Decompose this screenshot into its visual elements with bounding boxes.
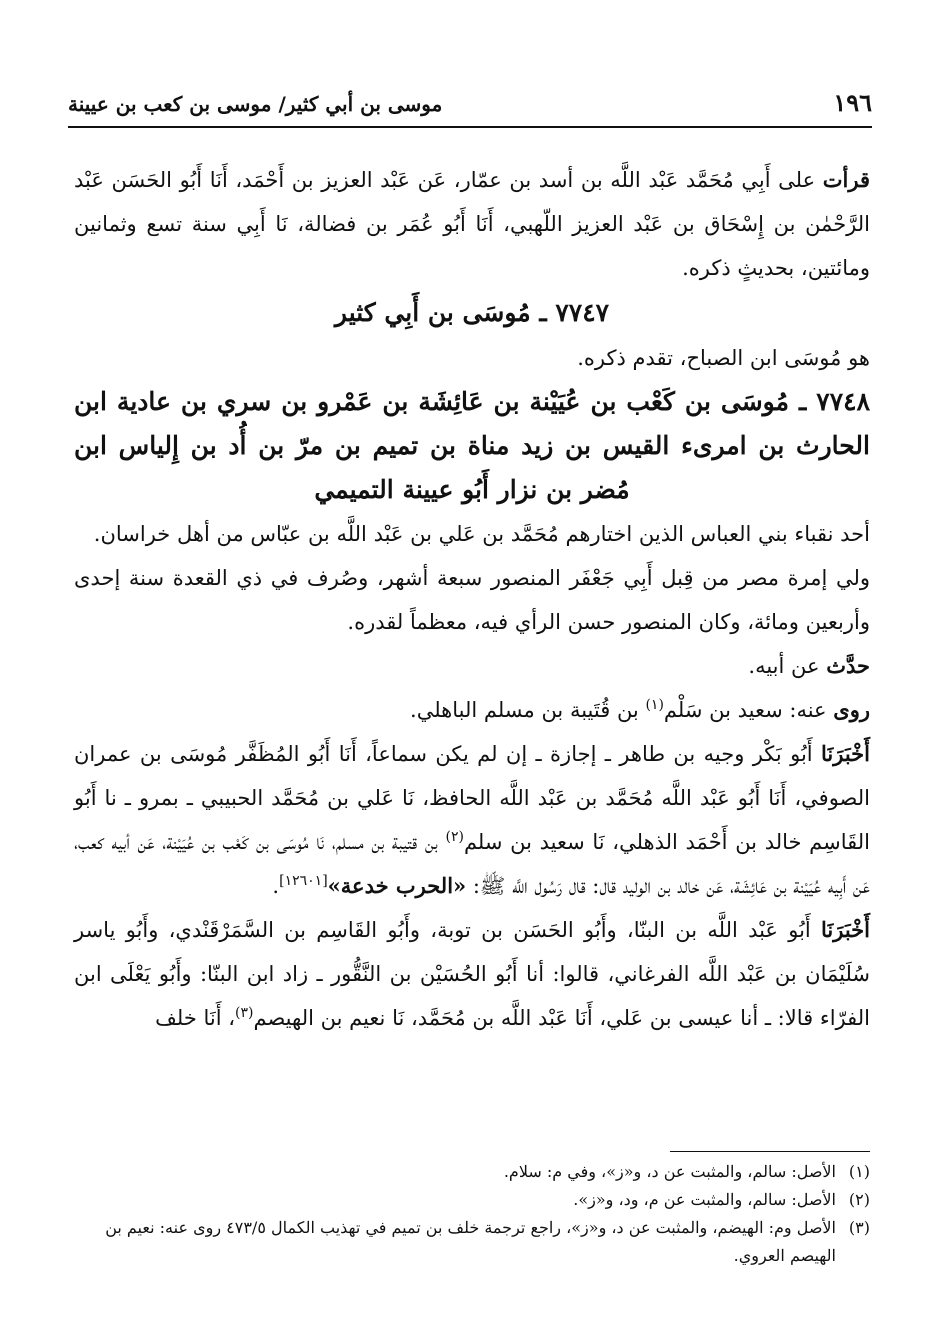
footnote-ref-2[interactable]: (٢) <box>445 829 464 845</box>
footnote-text: الأصل: سالم، والمثبت عن د، و«ز»، وفي م: سلام. <box>503 1162 836 1181</box>
paragraph-text: أَبُو بَكْر وجيه بن طاهر ـ إجازة ـ إن لم يكن سماعاً، أَنَا أَبُو المُظَفَّر مُوسَى بن عمران الصوفي، أَنَا أَبُو عَبْد اللَّه مُحَمَّد بن عَبْد اللَّه الحافظ، نَا عَلي بن مُحَمَّد الحبيبي ـ بمرو ـ نا أَبُو القَاسِم خالد بن أَحْمَد الذهلي، نَا سعيد بن سلم <box>74 742 870 854</box>
footnote-ref-3[interactable]: (٣) <box>235 1005 254 1021</box>
paragraph-text: أَبُو عَبْد اللَّه بن البنّا، وأَبُو الحَسَن بن توبة، وأَبُو القَاسِم بن السَّمَرْقَنْدي، وأَبُو ياسر سُلَيْمَان بن عَبْد اللَّه الفرغاني، قالوا: أنا أَبُو الحُسَيْن بن النَّقُّور ـ زاد ابن البنّا: وأَبُو يَعْلَى ابن الفرّاء قالا: ـ أنا عيسى بن عَلي، أَنَا عَبْد اللَّه بن مُحَمَّد، نَا نعيم بن الهيصم <box>74 918 870 1030</box>
paragraph-haddatha <box>74 644 870 688</box>
entry-7748-paragraph-2: ولي إمرة مصر من قِبل أَبِي جَعْفَر المنصور سبعة أشهر، وصُرف في ذي القعدة سنة إحدى وأربعين ومائة، وكان المنصور حسن الرأي فيه، معظماً لقدره. <box>74 566 870 634</box>
paragraph-text: على أَبِي مُحَمَّد عَبْد اللَّه بن أسد بن عمّار، عَن عَبْد العزيز بن أَحْمَد، أَنَا أَبُو الحَسَن عَبْد الرَّحْمٰن بن إِسْحَاق بن عَبْد العزيز اللّهبي، أَنَا أَبُو عُمَر بن فضالة، نَا أَبِي سنة تسع وثمانين ومائتين، بحديثٍ ذكره. <box>74 168 870 280</box>
keyword-haddatha: حدَّث <box>826 653 870 678</box>
keyword-qara-tu: قرأت <box>822 167 870 192</box>
paragraph-qara-tu <box>74 158 870 290</box>
paragraph-text: عنه: سعيد بن سَلْم <box>663 698 834 722</box>
keyword-akhbarana: أَخْبَرَنَا <box>821 917 870 942</box>
keyword-rawa: روى <box>833 697 870 722</box>
paragraph-text: بن قتيبة بن مسلم، نَا مُوسَى بن كَعْب بن عُيَيْنة، عَن أبيه كعب، عَن أَبِيه عُيَيْنة بن عَائِشَة، عَن خالد بن الوليد قال: قال رَسُول اللَّه ﷺ: <box>74 830 870 898</box>
paragraph-end: . <box>272 874 280 898</box>
paragraph-akhbarana-1 <box>74 732 870 908</box>
footnotes <box>74 1158 870 1270</box>
footnote-text: الأصل وم: الهيضم، والمثبت عن د، و«ز»، راجع ترجمة خلف بن تميم في تهذيب الكمال ٤٧٣/٥ روى عنه: نعيم بن الهيصم العروي. <box>105 1218 836 1265</box>
footnote-3 <box>74 1214 870 1270</box>
footnote-ref-1[interactable]: (١) <box>645 697 664 713</box>
entry-title-7747: ٧٧٤٧ ـ مُوسَى بن أَبِي كثير <box>334 298 610 327</box>
footnote-number: (٣) <box>848 1218 870 1237</box>
paragraph-akhbarana-2 <box>74 908 870 1040</box>
footnote-number: (٢) <box>848 1190 870 1209</box>
entry-title-7748: ٧٧٤٨ ـ مُوسَى بن كَعْب بن عُيَيْنة بن عَائِشَة بن عَمْرو بن سري بن عادية ابن الحارث بن امرىء القيس بن زيد مناة بن تميم بن مرّ بن أُد بن إِلياس ابن مُضر بن نزار أَبُو عيينة التميمي <box>74 387 870 504</box>
entry-7747-text: هو مُوسَى ابن الصباح، تقدم ذكره. <box>577 346 870 370</box>
paragraph-text: ، أَنَا خلف <box>155 1006 236 1030</box>
paragraph-rawa <box>74 688 870 732</box>
footnote-separator <box>670 1151 870 1152</box>
page-header <box>68 86 872 128</box>
hadith-number: [١٢٦٠١] <box>279 873 328 889</box>
entry-7748-paragraph-1: أحد نقباء بني العباس الذين اختارهم مُحَمَّد بن عَلي بن عَبْد اللَّه بن عبّاس من أهل خراسان. <box>93 522 870 546</box>
footnote-number: (١) <box>848 1162 870 1181</box>
footnote-2 <box>74 1186 870 1214</box>
paragraph-text: بن قُتَيبة بن مسلم الباهلي. <box>410 698 646 722</box>
page-number: ١٩٦ <box>833 88 872 117</box>
keyword-akhbarana: أَخْبَرَنَا <box>821 741 870 766</box>
running-title: موسى بن أبي كثير/ موسى بن كعب بن عيينة <box>68 92 443 116</box>
hadith-quote: «الحرب خدعة» <box>327 873 467 898</box>
footnote-text: الأصل: سالم، والمثبت عن م، ود، و«ز». <box>573 1190 836 1209</box>
main-text <box>74 158 870 1040</box>
footnote-1 <box>74 1158 870 1186</box>
paragraph-text: عن أبيه. <box>748 654 827 678</box>
